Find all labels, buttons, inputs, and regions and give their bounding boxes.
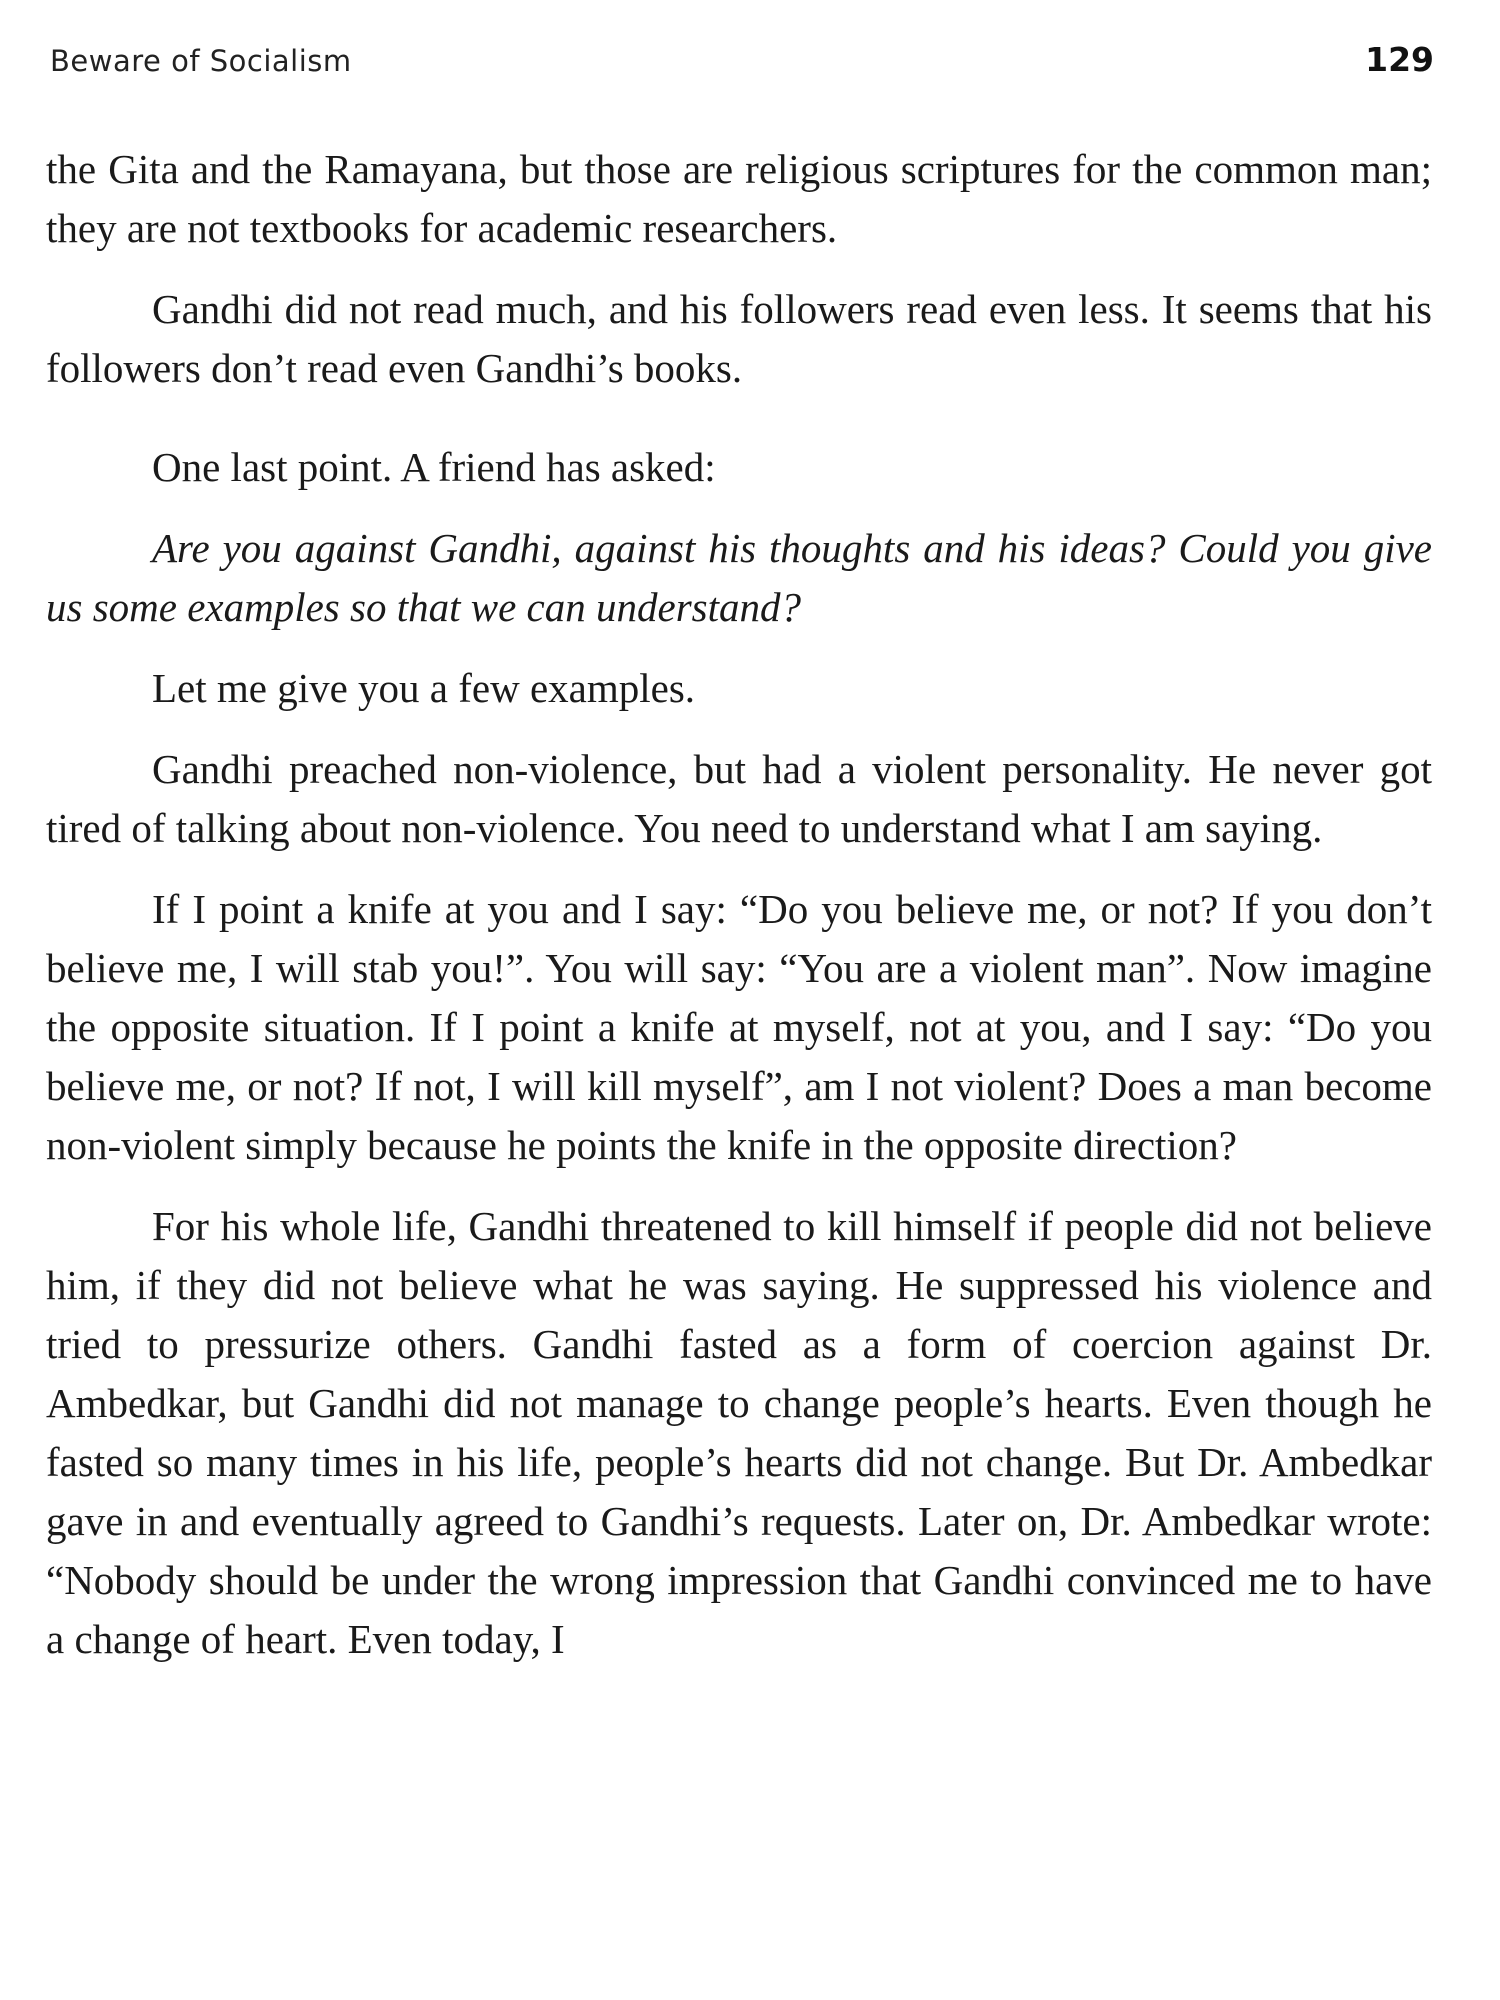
paragraph: Let me give you a few examples. (152, 665, 696, 711)
paragraph: Gandhi preached non-violence, but had a violent personality. He never got tired of talking about non-violence. You need to understand what I am saying. (46, 746, 1432, 851)
paragraph: For his whole life, Gandhi threatened to kill himself if people did not believe him, if they did not believe what he was saying. He suppressed his violence and tried to pressurize others. Gandhi fasted as a form of coercion against Dr. Ambedkar, but Gandhi did not manage to change people’s hearts. Even though he fasted so many times in his life, people’s hearts did not change. But Dr. Ambedkar gave in and eventually agreed to Gandhi’s requests. Later on, Dr. Ambedkar wrote: “Nobody should be under the wrong impression that Gandhi convinced me to have a change of heart. Even today, I (46, 1203, 1432, 1662)
paragraph-continued: the Gita and the Ramayana, but those are religious scriptures for the common man; they are not textbooks for academic researchers. (46, 146, 1432, 251)
running-head-title: Beware of Socialism (50, 44, 352, 78)
question-paragraph: Are you against Gandhi, against his thoughts and his ideas? Could you give us some examples so that we can understand? (46, 525, 1432, 630)
page-number: 129 (1365, 40, 1434, 79)
paragraph: One last point. A friend has asked: (152, 444, 716, 490)
paragraph: If I point a knife at you and I say: “Do you believe me, or not? If you don’t believe me, I will stab you!”. You will say: “You are a violent man”. Now imagine the opposite situation. If I point a knife at myself, not at you, and I say: “Do you believe me, or not? If not, I will kill myself”, am I not violent? Does a man become non-violent simply because he points the knife in the opposite direction? (46, 886, 1432, 1168)
body-text (46, 140, 1432, 1691)
paragraph: Gandhi did not read much, and his followers read even less. It seems that his followers don’t read even Gandhi’s books. (46, 286, 1432, 391)
